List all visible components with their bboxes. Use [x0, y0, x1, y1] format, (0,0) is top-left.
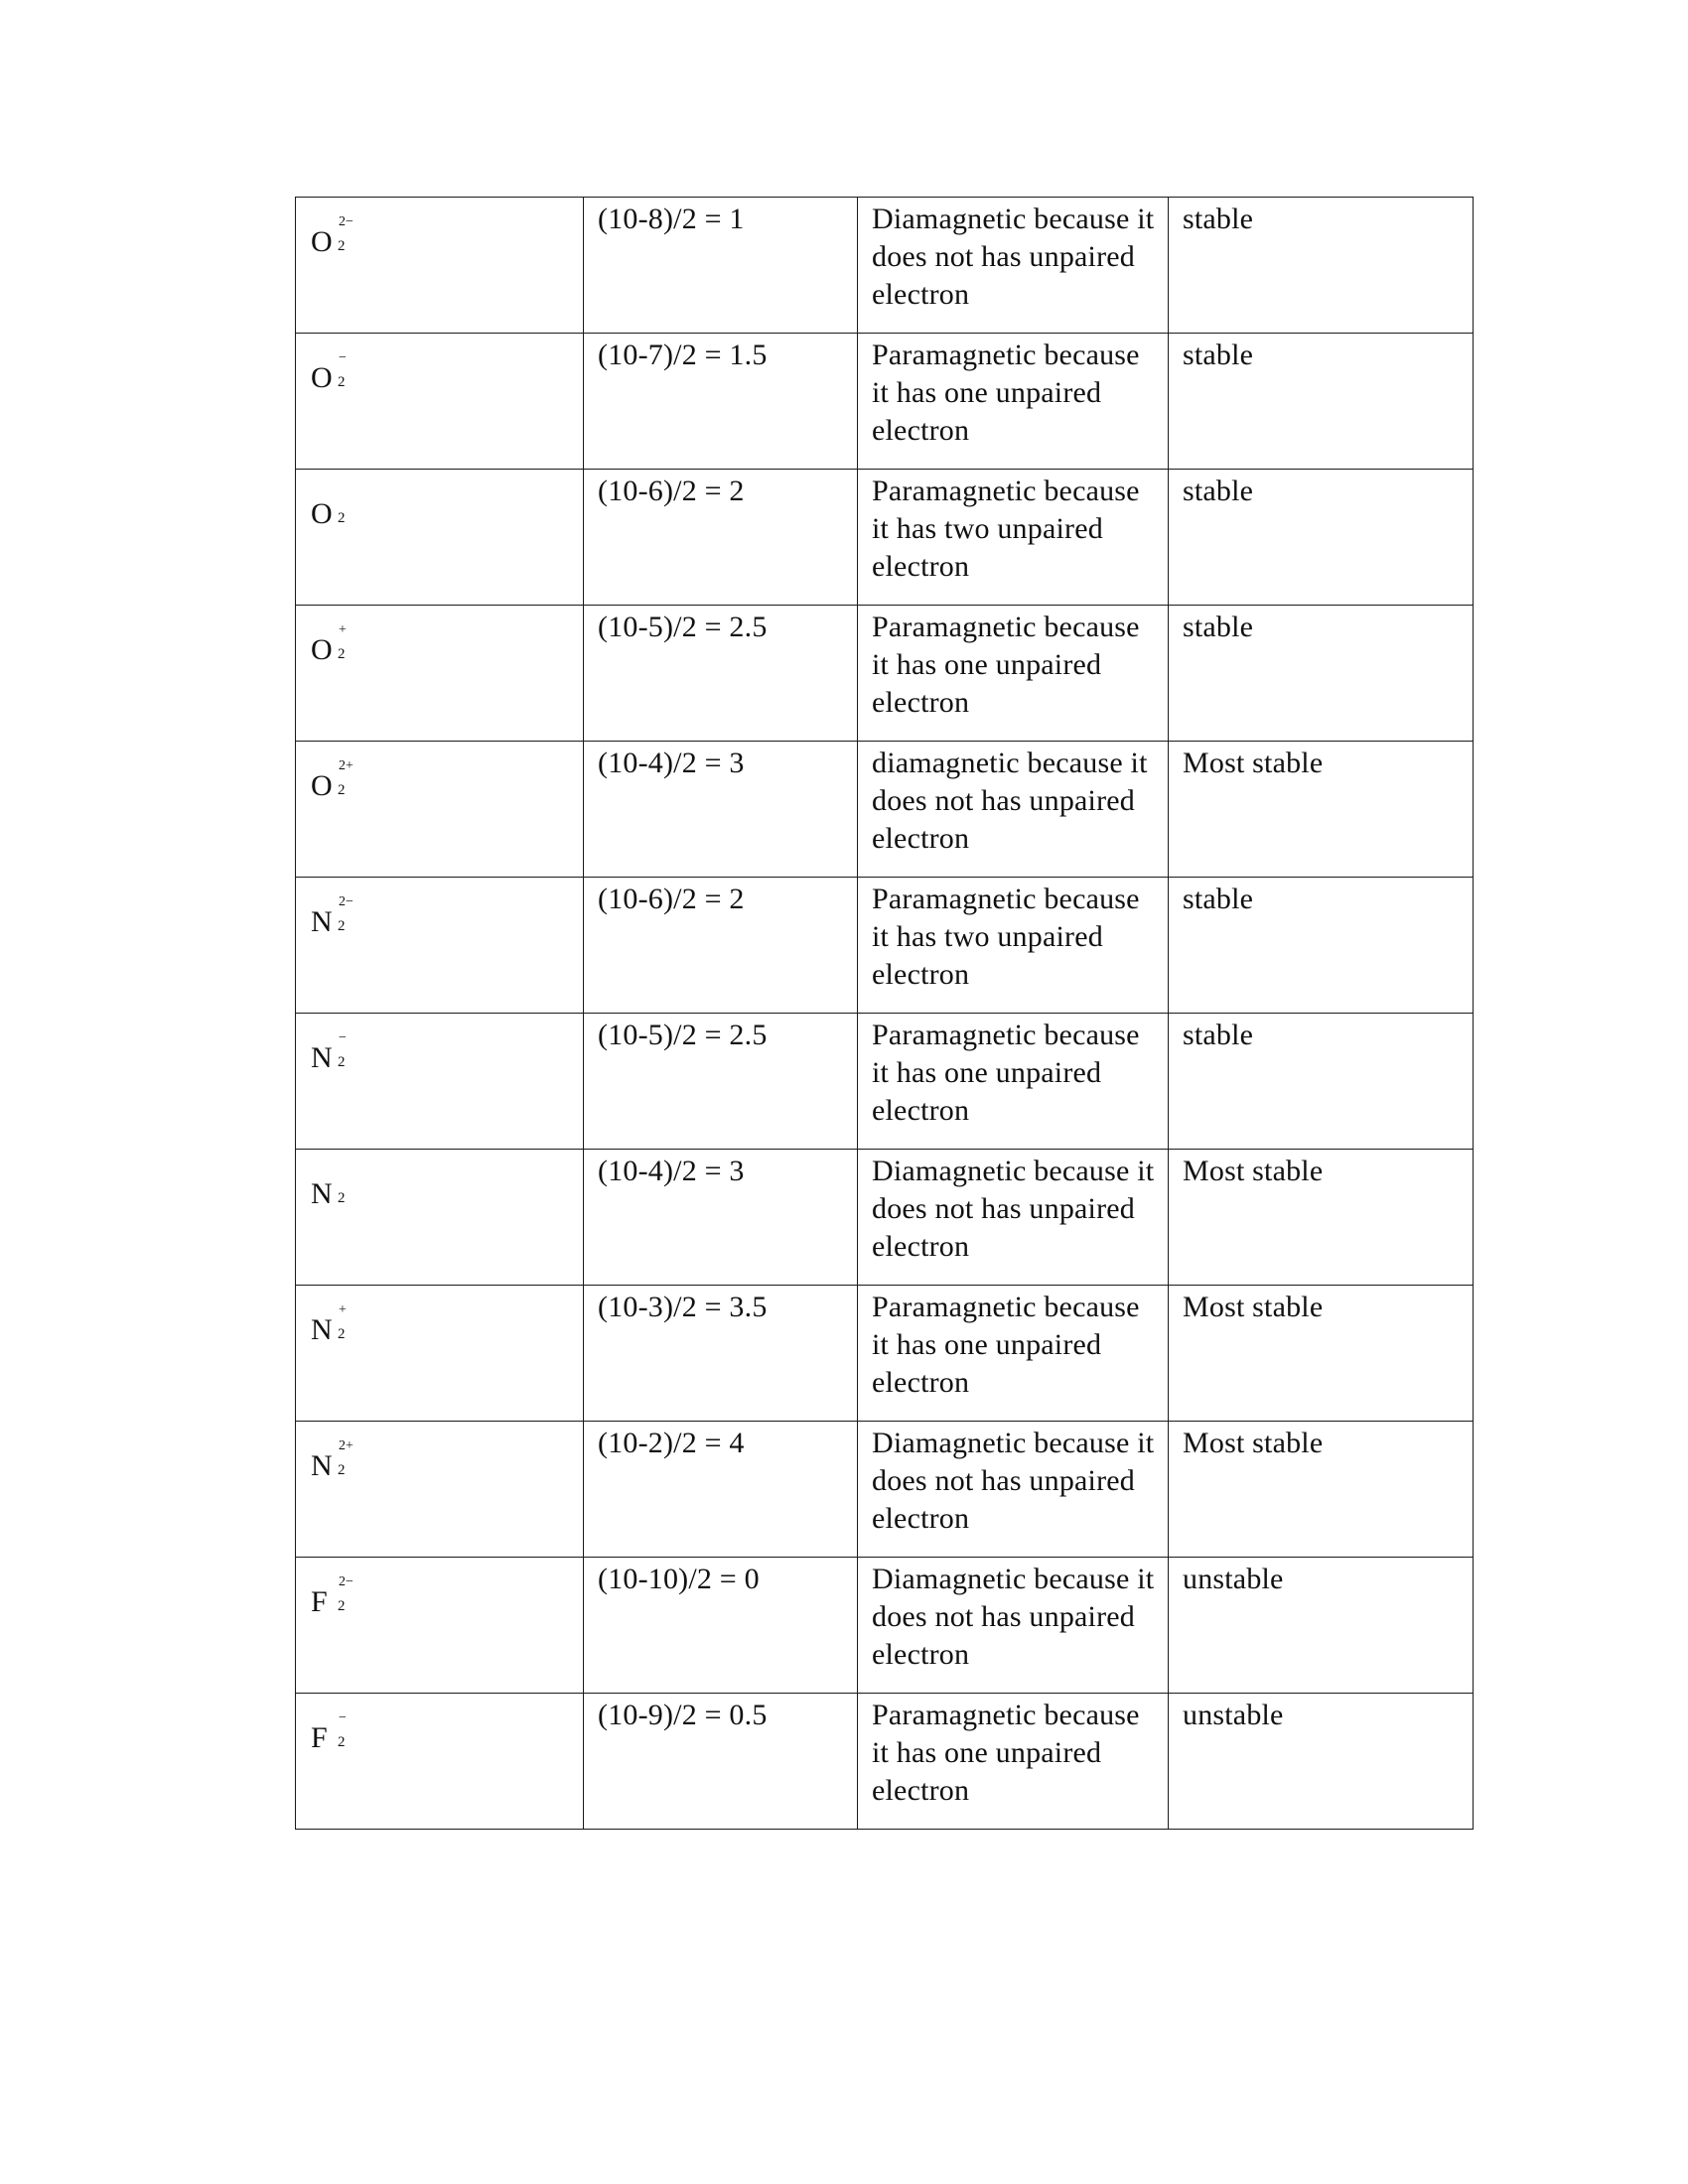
table-row: [296, 1558, 1474, 1694]
molecular-orbital-table: [295, 197, 1474, 1830]
magnetism-cell: [858, 1014, 1169, 1150]
species-formula: [311, 1439, 400, 1499]
bond-order-text: (10-5)/2 = 2.5: [598, 611, 768, 643]
species-cell: [296, 878, 584, 1014]
stability-cell: [1169, 1150, 1474, 1286]
species-formula: [311, 1167, 400, 1227]
bond-order-text: (10-4)/2 = 3: [598, 1155, 745, 1187]
species-cell: [296, 742, 584, 878]
species-subscript: 2: [338, 238, 346, 254]
magnetism-cell: [858, 878, 1169, 1014]
magnetism-text: diamagnetic because it does not has unpaired electron: [872, 747, 1148, 855]
table-row: [296, 334, 1474, 470]
species-cell: [296, 1422, 584, 1558]
species-symbol: O: [311, 225, 333, 258]
species-subscript: 2: [338, 374, 346, 390]
table-row: [296, 198, 1474, 334]
table-row: [296, 1694, 1474, 1830]
stability-text: unstable: [1183, 1699, 1284, 1731]
stability-text: stable: [1183, 203, 1254, 235]
bond-order-text: (10-10)/2 = 0: [598, 1563, 760, 1595]
stability-text: Most stable: [1183, 1291, 1324, 1323]
table-row: [296, 470, 1474, 606]
magnetism-text: Diamagnetic because it does not has unpaired electron: [872, 1155, 1155, 1263]
bond-order-cell: [584, 1694, 858, 1830]
species-cell: [296, 1286, 584, 1422]
stability-text: stable: [1183, 339, 1254, 371]
table-body: [296, 198, 1474, 1830]
species-subscript: 2: [338, 1190, 346, 1206]
stability-text: stable: [1183, 475, 1254, 507]
magnetism-text: Paramagnetic because it has one unpaired electron: [872, 611, 1140, 719]
species-subscript: 2: [338, 510, 346, 526]
species-formula: [311, 487, 400, 547]
species-symbol: O: [311, 361, 333, 394]
species-formula: [311, 1711, 400, 1771]
bond-order-text: (10-2)/2 = 4: [598, 1427, 745, 1459]
species-charge: −: [339, 1030, 347, 1045]
species-symbol: O: [311, 769, 333, 802]
bond-order-cell: [584, 742, 858, 878]
stability-cell: [1169, 606, 1474, 742]
stability-cell: [1169, 1558, 1474, 1694]
stability-cell: [1169, 1014, 1474, 1150]
stability-cell: [1169, 334, 1474, 470]
magnetism-cell: [858, 742, 1169, 878]
species-cell: [296, 198, 584, 334]
stability-text: Most stable: [1183, 747, 1324, 779]
species-subscript: 2: [338, 646, 346, 662]
magnetism-text: Paramagnetic because it has one unpaired electron: [872, 339, 1140, 447]
species-symbol: F: [311, 1585, 328, 1618]
species-charge: −: [339, 350, 347, 365]
species-subscript: 2: [338, 782, 346, 798]
bond-order-cell: [584, 334, 858, 470]
table-row: [296, 1014, 1474, 1150]
bond-order-cell: [584, 1014, 858, 1150]
magnetism-cell: [858, 1150, 1169, 1286]
stability-text: stable: [1183, 611, 1254, 643]
species-charge: +: [339, 1302, 347, 1317]
stability-text: stable: [1183, 1019, 1254, 1051]
magnetism-text: Paramagnetic because it has two unpaired electron: [872, 883, 1140, 991]
species-cell: [296, 1150, 584, 1286]
species-formula: [311, 1031, 400, 1091]
table-row: [296, 606, 1474, 742]
species-formula: [311, 351, 400, 411]
bond-order-text: (10-5)/2 = 2.5: [598, 1019, 768, 1051]
species-cell: [296, 334, 584, 470]
species-cell: [296, 470, 584, 606]
bond-order-text: (10-6)/2 = 2: [598, 883, 745, 915]
magnetism-cell: [858, 1694, 1169, 1830]
species-symbol: N: [311, 1449, 333, 1482]
table-row: [296, 878, 1474, 1014]
species-symbol: O: [311, 633, 333, 666]
species-charge: 2+: [339, 758, 353, 773]
stability-cell: [1169, 742, 1474, 878]
magnetism-text: Diamagnetic because it does not has unpaired electron: [872, 203, 1155, 311]
magnetism-text: Paramagnetic because it has one unpaired electron: [872, 1291, 1140, 1399]
stability-cell: [1169, 1422, 1474, 1558]
magnetism-cell: [858, 198, 1169, 334]
bond-order-cell: [584, 1558, 858, 1694]
species-charge: −: [339, 1710, 347, 1725]
species-symbol: N: [311, 905, 333, 938]
magnetism-cell: [858, 470, 1169, 606]
stability-cell: [1169, 878, 1474, 1014]
stability-cell: [1169, 198, 1474, 334]
stability-cell: [1169, 470, 1474, 606]
magnetism-text: Paramagnetic because it has two unpaired electron: [872, 475, 1140, 583]
species-cell: [296, 1014, 584, 1150]
species-subscript: 2: [338, 1598, 346, 1614]
table-row: [296, 1422, 1474, 1558]
table-row: [296, 742, 1474, 878]
species-charge: 2−: [339, 214, 353, 229]
table-row: [296, 1150, 1474, 1286]
table-row: [296, 1286, 1474, 1422]
species-formula: [311, 895, 400, 955]
species-formula: [311, 759, 400, 819]
species-symbol: N: [311, 1177, 333, 1210]
species-formula: [311, 623, 400, 683]
species-symbol: O: [311, 497, 333, 530]
stability-cell: [1169, 1694, 1474, 1830]
bond-order-cell: [584, 606, 858, 742]
species-formula: [311, 1575, 400, 1635]
bond-order-cell: [584, 470, 858, 606]
species-formula: [311, 1303, 400, 1363]
species-subscript: 2: [338, 1054, 346, 1070]
species-subscript: 2: [338, 1462, 346, 1478]
species-symbol: N: [311, 1041, 333, 1074]
species-charge: 2+: [339, 1438, 353, 1453]
bond-order-cell: [584, 1422, 858, 1558]
stability-text: unstable: [1183, 1563, 1284, 1595]
bond-order-text: (10-3)/2 = 3.5: [598, 1291, 768, 1323]
species-cell: [296, 1694, 584, 1830]
bond-order-text: (10-7)/2 = 1.5: [598, 339, 768, 371]
magnetism-cell: [858, 1286, 1169, 1422]
bond-order-text: (10-9)/2 = 0.5: [598, 1699, 768, 1731]
species-subscript: 2: [338, 918, 346, 934]
species-symbol: F: [311, 1721, 328, 1754]
species-formula: [311, 215, 400, 275]
bond-order-text: (10-4)/2 = 3: [598, 747, 745, 779]
species-charge: +: [339, 622, 347, 637]
bond-order-text: (10-6)/2 = 2: [598, 475, 745, 507]
species-symbol: N: [311, 1313, 333, 1346]
magnetism-cell: [858, 1422, 1169, 1558]
stability-text: Most stable: [1183, 1427, 1324, 1459]
stability-cell: [1169, 1286, 1474, 1422]
species-subscript: 2: [338, 1326, 346, 1342]
bond-order-text: (10-8)/2 = 1: [598, 203, 745, 235]
magnetism-text: Paramagnetic because it has one unpaired electron: [872, 1019, 1140, 1127]
species-cell: [296, 606, 584, 742]
stability-text: stable: [1183, 883, 1254, 915]
species-charge: 2−: [339, 1574, 353, 1589]
species-subscript: 2: [338, 1734, 346, 1750]
magnetism-text: Diamagnetic because it does not has unpaired electron: [872, 1563, 1155, 1671]
species-charge: 2−: [339, 894, 353, 909]
magnetism-cell: [858, 1558, 1169, 1694]
bond-order-cell: [584, 878, 858, 1014]
magnetism-cell: [858, 606, 1169, 742]
bond-order-cell: [584, 1286, 858, 1422]
species-cell: [296, 1558, 584, 1694]
magnetism-text: Diamagnetic because it does not has unpaired electron: [872, 1427, 1155, 1535]
stability-text: Most stable: [1183, 1155, 1324, 1187]
bond-order-cell: [584, 198, 858, 334]
magnetism-cell: [858, 334, 1169, 470]
magnetism-text: Paramagnetic because it has one unpaired electron: [872, 1699, 1140, 1807]
bond-order-cell: [584, 1150, 858, 1286]
